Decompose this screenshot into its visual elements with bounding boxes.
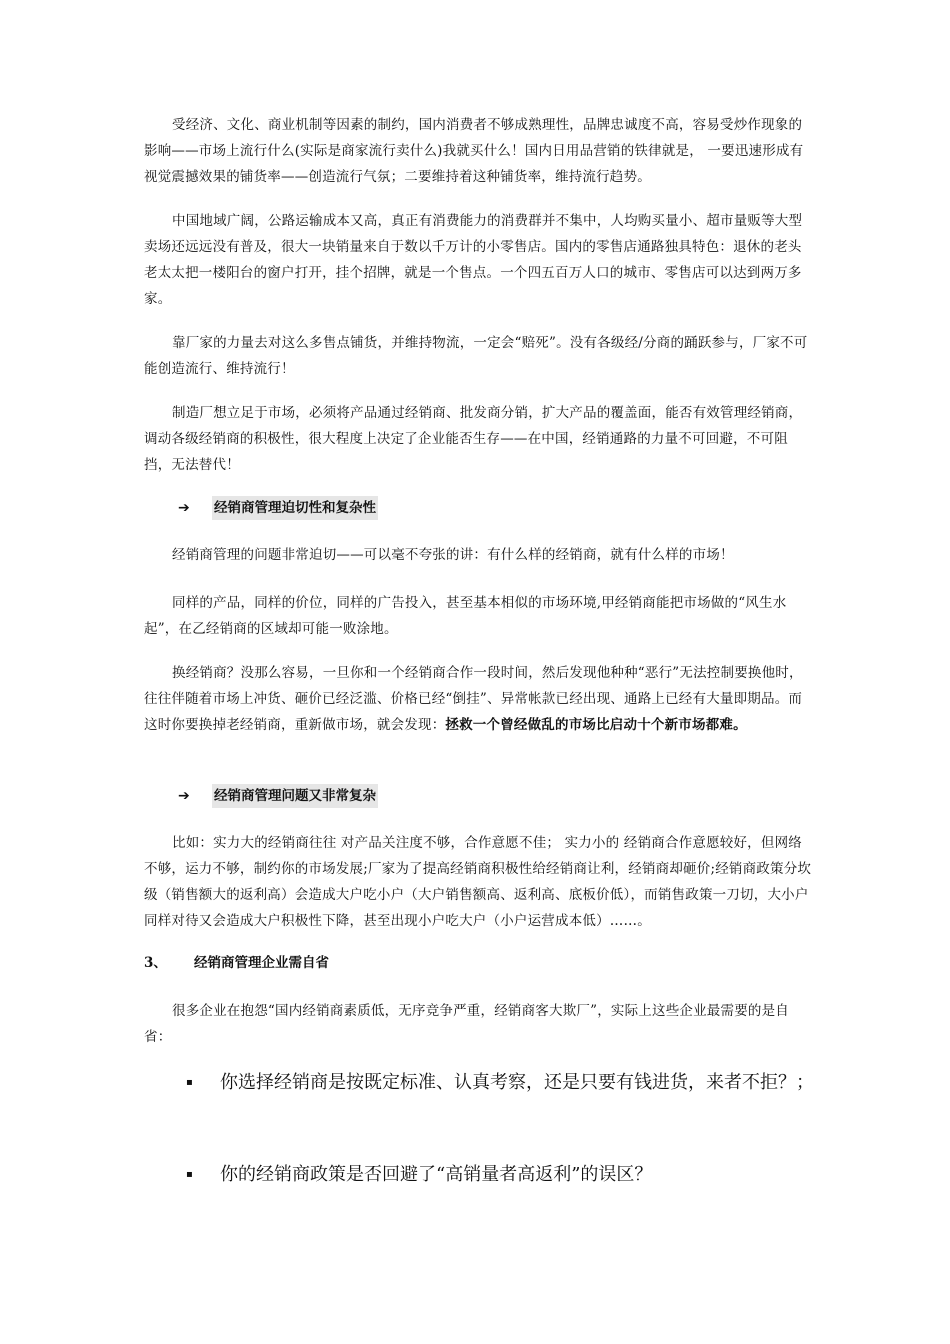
paragraph-replace-distributor [144, 660, 812, 738]
heading-complex-problems [178, 784, 378, 808]
paragraph-retail-channels: 中国地域广阔，公路运输成本又高，真正有消费能力的消费群并不集中，人均购买量小、超市量贩等大型卖场还远远没有普及，很大一块销量来自于数以千万计的小零售店。国内的零售店通路独具特色：退休的老头老太太把一楼阳台的窗户打开，挂个招牌，就是一个售点。一个四五百万人口的城市、零售店可以达到两万多家。 [144, 213, 803, 307]
paragraph-urgency: 经销商管理的问题非常迫切——可以毫不夸张的讲：有什么样的经销商，就有什么样的市场！ [172, 547, 734, 563]
heading-urgency-complexity [178, 496, 378, 520]
heading-text: 经销商管理问题又非常复杂 [212, 784, 378, 808]
list-item [186, 1066, 816, 1100]
section-number: 3、 [144, 955, 167, 971]
paragraph-consumer-behavior: 受经济、文化、商业机制等因素的制约，国内消费者不够成熟理性，品牌忠诚度不高，容易受炒作现象的影响——市场上流行什么(实际是商家流行卖什么)我就买什么！国内日用品营销的铁律就是， 一要迅速形成有视觉震撼效果的铺货率——创造流行气氛；二要维持着这种铺货率，维持流行趋势。 [144, 117, 804, 185]
bullet-icon: ▪ [186, 1169, 193, 1180]
paragraph-complaints: 很多企业在抱怨“国内经销商素质低，无序竞争严重，经销商客大欺厂”，实际上这些企业最需要的是自省： [144, 1003, 790, 1045]
section-title: 经销商管理企业需自省 [194, 955, 329, 971]
replace-distributor-text: 换经销商？没那么容易，一旦你和一个经销商合作一段时间，然后发现他种种“恶行”无法控制要换他时，往往伴随着市场上冲货、砸价已经泛滥、价格已经“倒挂”、异常帐款已经出现、通路上已经有大量即期品。而这时你要换掉老经销商，重新做市场，就会发现： [144, 665, 803, 733]
list-item-text: 你的经销商政策是否回避了“高销量者高返利”的误区？ [220, 1164, 653, 1185]
bullet-icon: ▪ [186, 1077, 193, 1088]
section-heading-self-reflection [144, 952, 329, 974]
heading-text: 经销商管理迫切性和复杂性 [212, 496, 378, 520]
paragraph-manufacturer-market: 制造厂想立足于市场，必须将产品通过经销商、批发商分销，扩大产品的覆盖面，能否有效管理经销商，调动各级经销商的积极性，很大程度上决定了企业能否生存——在中国，经销通路的力量不可回避，不可阻挡，无法替代！ [144, 405, 803, 473]
replace-distributor-emphasis: 拯救一个曾经做乱的市场比启动十个新市场都难。 [445, 717, 747, 733]
paragraph-same-product: 同样的产品，同样的价位，同样的广告投入，甚至基本相似的市场环境,甲经销商能把市场做的“风生水起”，在乙经销商的区域却可能一败涂地。 [144, 595, 787, 637]
list-item [186, 1158, 816, 1192]
paragraph-examples: 比如：实力大的经销商往往 对产品关注度不够，合作意愿不佳； 实力小的 经销商合作意愿较好，但网络不够，运力不够，制约你的市场发展;厂家为了提高经销商积极性给经销商让利，经销商却砸价;经销商政策分坎级（销售额大的返利高）会造成大户吃小户（大户销售额高、返利高、底板价低），而销售政策一刀切，大小户同样对待又会造成大户积极性下降，甚至出现小户吃大户（小户运营成本低）……。 [144, 835, 812, 929]
list-item-text: 你选择经销商是按既定标准、认真考察，还是只要有钱进货，来者不拒？； [220, 1072, 814, 1093]
arrow-icon: ➔ [178, 500, 190, 516]
paragraph-distribution-cost: 靠厂家的力量去对这么多售点铺货，并维持物流，一定会“赔死”。没有各级经/分商的踊跃参与，厂家不可能创造流行、维持流行！ [144, 335, 808, 377]
arrow-icon: ➔ [178, 788, 190, 804]
